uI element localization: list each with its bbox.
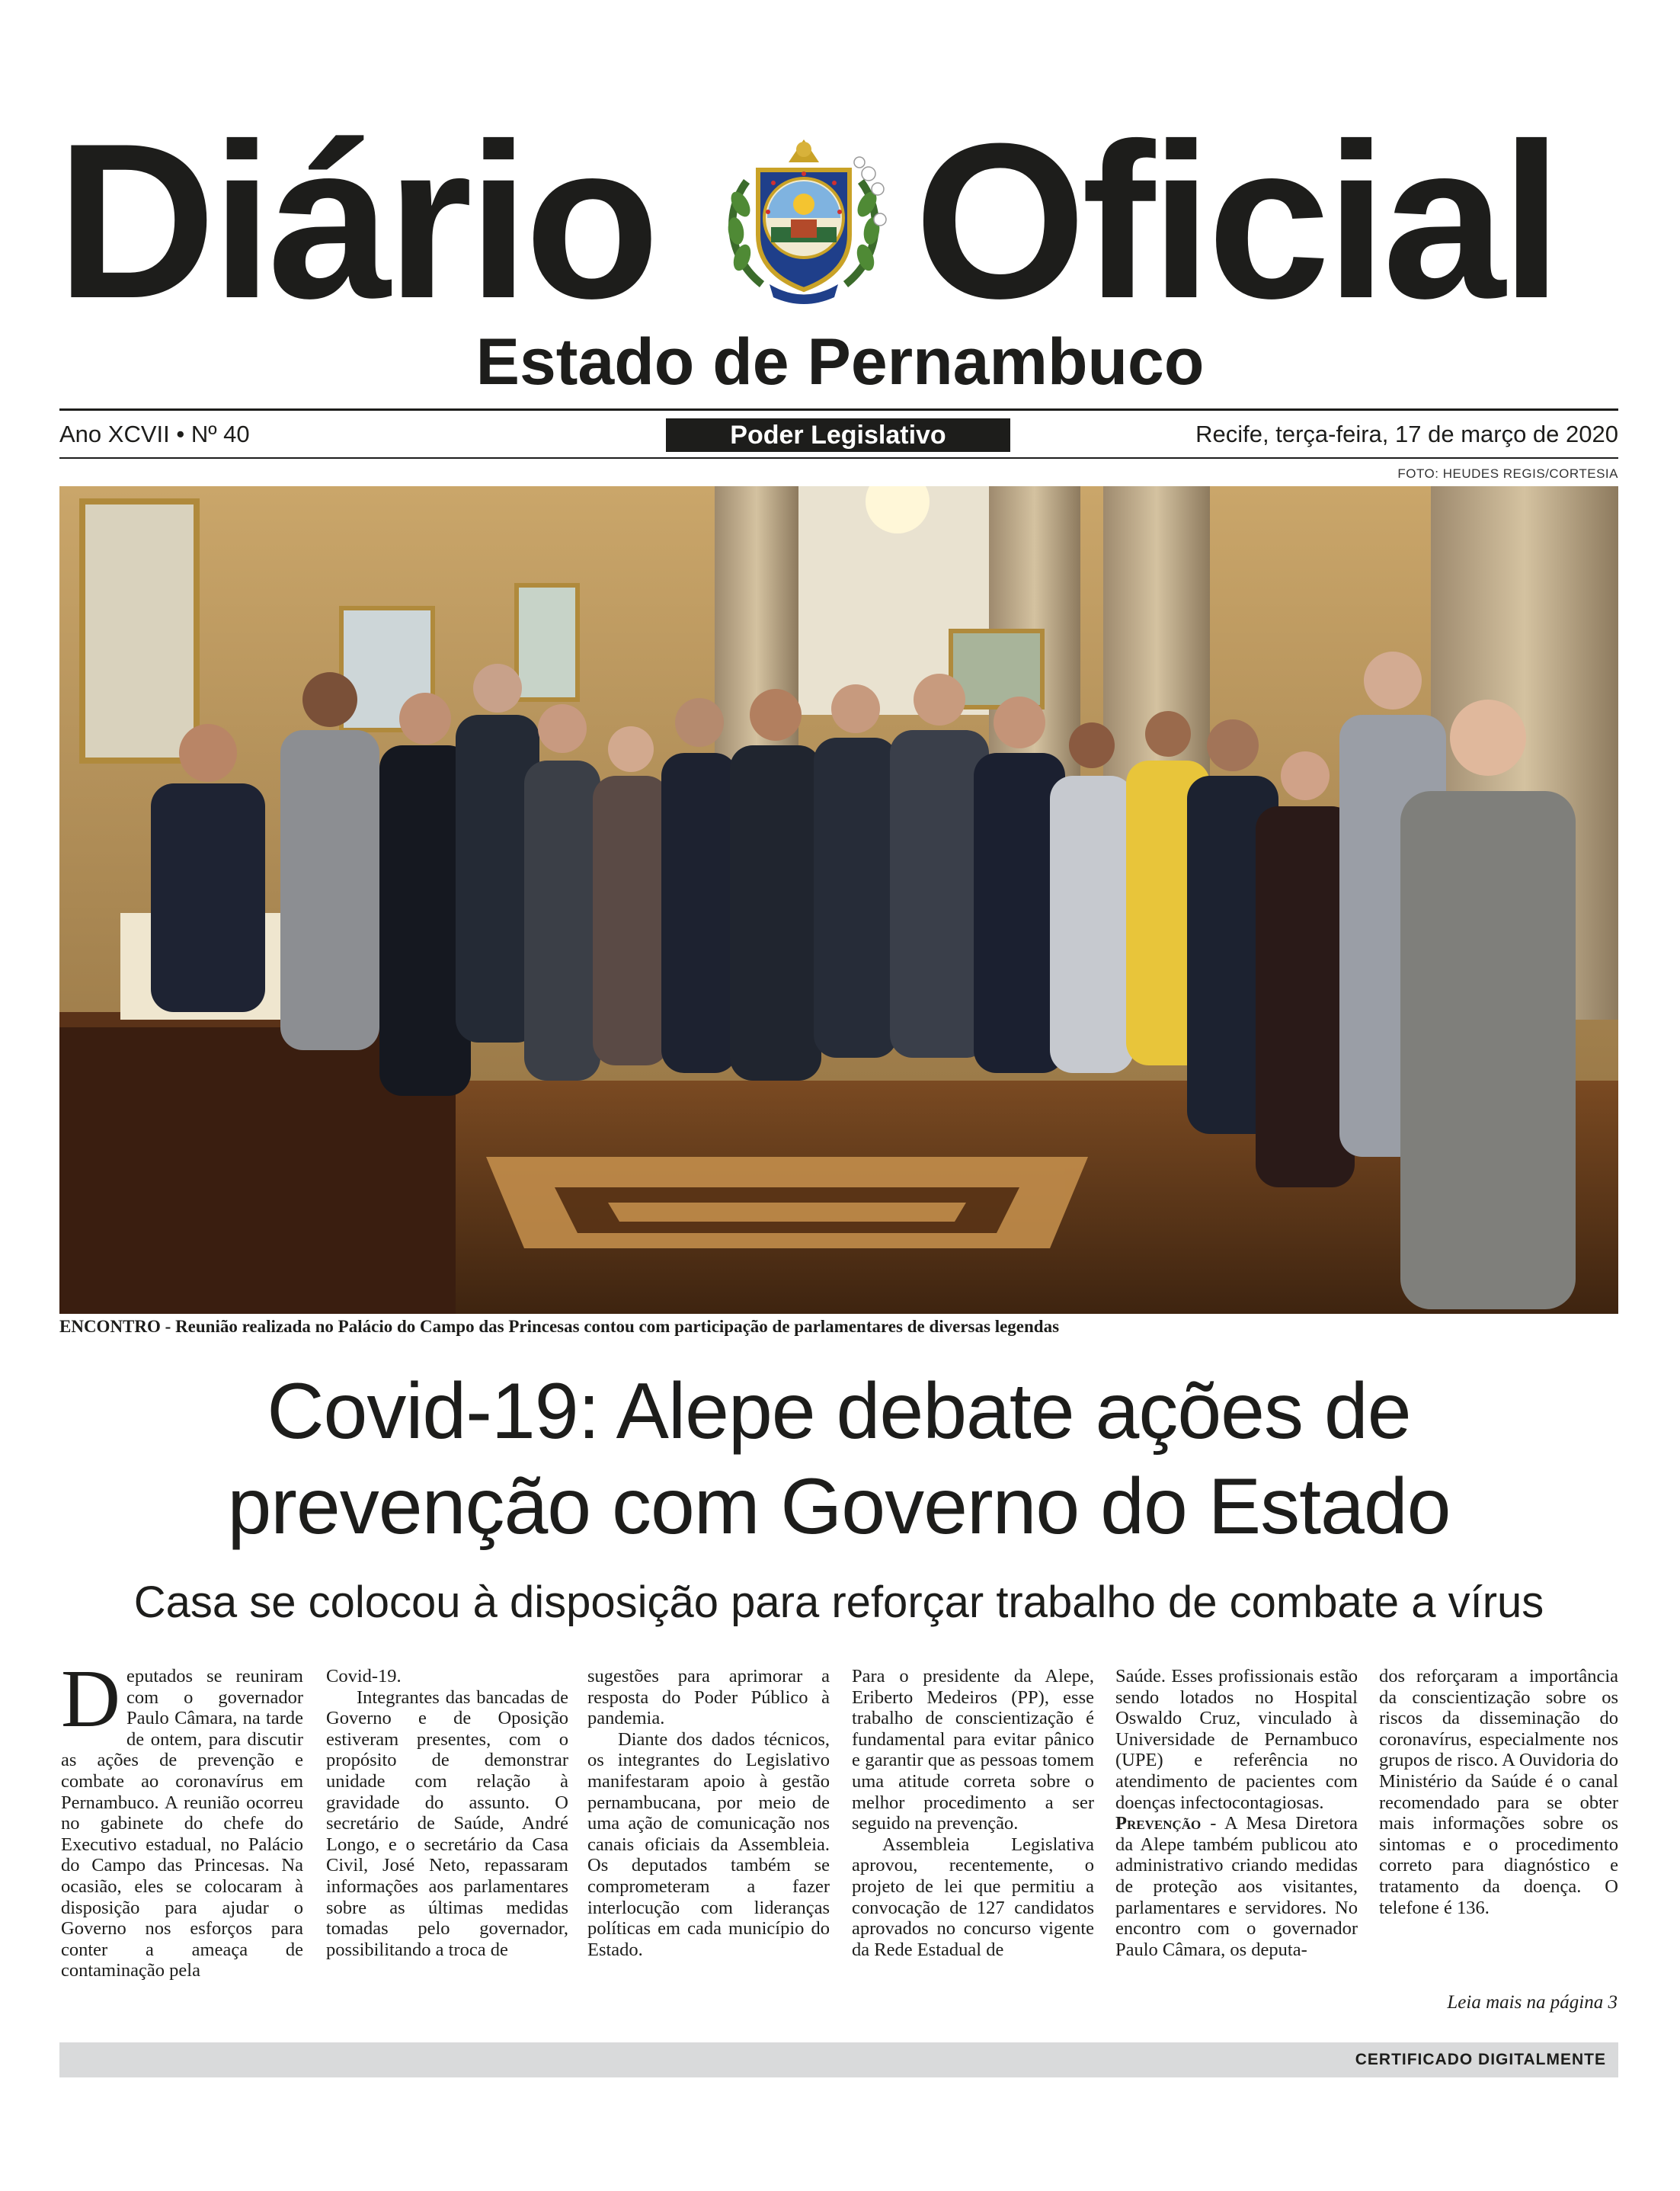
article-col2-p2: Integrantes das bancadas de Governo e de Oposição estiveram presentes, com o propósito de demonstrar unidade com relação à gravidade do assunto. O secretário de Saúde, André Longo, e o secretário da Casa Civil, José Neto, repassaram informações aos parlamentares sobre as últimas medidas tomadas pelo governador, possibilitando a troca de xyxy=(326,1686,568,1960)
group-photo xyxy=(59,486,1618,1314)
photo-caption xyxy=(59,1317,1618,1337)
article-column-2 xyxy=(326,1666,568,2016)
masthead-title-right: Oficial xyxy=(914,98,1558,344)
dateline: Recife, terça-feira, 17 de março de 2020 xyxy=(1195,421,1618,447)
subhead-prevencao: Prevenção xyxy=(1115,1813,1202,1834)
article-col5-p1: Saúde. Esses profissionais estão sendo lotados no Hospital Oswaldo Cruz, vinculado à Universidade de Pernambuco (UPE) e referência no atendimento de pacientes com doenças infectocontagiosas. xyxy=(1115,1666,1358,1813)
article-col1-text: eputados se reuniram com o governador Paulo Câmara, na tarde de ontem, para discutir as ações de prevenção e combate ao coronavírus em Pernambuco. A reunião ocorreu no gabinete do chefe do Executivo estadual, no Palácio do Campo das Princesas. Na ocasião, eles se colocaram à disposição para ajudar o Governo nos esforços para conter a ameaça de contaminação pela xyxy=(61,1666,303,1981)
pernambuco-coat-of-arms-icon xyxy=(716,128,891,305)
article-col4-p2: Assembleia Legislativa aprovou, recentemente, o projeto de lei que permitiu a convocação de 127 candidatos aprovados no concurso vigente da Rede Estadual de xyxy=(852,1834,1094,1960)
caption-text: - Reunião realizada no Palácio do Campo das Princesas contou com participação de parlamentares de diversas legendas xyxy=(160,1317,1060,1336)
headline-deck: Casa se colocou à disposição para reforçar trabalho de combate a vírus xyxy=(133,1578,1544,1627)
header-rule-top xyxy=(59,408,1618,411)
continued-link[interactable]: Leia mais na página 3 xyxy=(1447,1992,1618,2013)
article-col2-p1: Covid-19. xyxy=(326,1666,402,1686)
article-col5-p2: - A Mesa Diretora da Alepe também publicou ato administrativo criando medidas de proteção aos visitantes, parlamentares e servidores. No encontro com o governador Paulo Câmara, os deputa- xyxy=(1115,1813,1358,1960)
photo-credit: FOTO: HEUDES REGIS/CORTESIA xyxy=(1397,466,1618,481)
footer-band xyxy=(59,2042,1618,2077)
headline-line-1: Covid-19: Alepe debate ações de xyxy=(267,1367,1411,1456)
header-rule-bottom xyxy=(59,457,1618,459)
article-col4-p1: Para o presidente da Alepe, Eriberto Medeiros (PP), esse trabalho de conscientização é fundamental para evitar pânico e garantir que as pessoas tomem uma atitude correta sobre o melhor procedimento a ser seguido na prevenção. xyxy=(852,1666,1094,1834)
masthead-title-left: Diário xyxy=(56,98,655,344)
article-col3-p2: Diante dos dados técnicos, os integrantes do Legislativo manifestaram apoio à gestão pernambucana, por meio de uma ação de comunicação nos canais oficiais da Assembleia. Os deputados também se comprometeram a fazer interlocução com lideranças políticas em cada município do Estado. xyxy=(587,1728,830,1960)
article-column-5 xyxy=(1115,1666,1358,2016)
digital-certificate-label: CERTIFICADO DIGITALMENTE xyxy=(1355,2051,1606,2068)
article-column-3 xyxy=(587,1666,830,2016)
masthead-subtitle: Estado de Pernambuco xyxy=(475,325,1205,399)
article-col3-p1: sugestões para aprimorar a resposta do Poder Público à pandemia. xyxy=(587,1666,830,1729)
headline-line-2: prevenção com Governo do Estado xyxy=(227,1462,1451,1551)
article-column-1 xyxy=(61,1666,303,2016)
edition-number: Ano XCVII • Nº 40 xyxy=(59,421,250,447)
article-column-4 xyxy=(852,1666,1094,2016)
headline xyxy=(59,1364,1618,1555)
section-badge: Poder Legislativo xyxy=(666,418,1010,452)
drop-cap: D xyxy=(61,1666,120,1744)
caption-label: ENCONTRO xyxy=(59,1317,161,1336)
article-col6-text: dos reforçaram a importância da conscientização sobre os riscos da disseminação do coronavírus, especialmente nos grupos de risco. A Ouvidoria do Ministério da Saúde é o canal recomendado para se obter mais informações sobre os sintomas e o procedimento correto para diagnóstico e tratamento da doença. O telefone é 136. xyxy=(1379,1666,1618,1918)
article-column-6 xyxy=(1379,1666,1618,2016)
